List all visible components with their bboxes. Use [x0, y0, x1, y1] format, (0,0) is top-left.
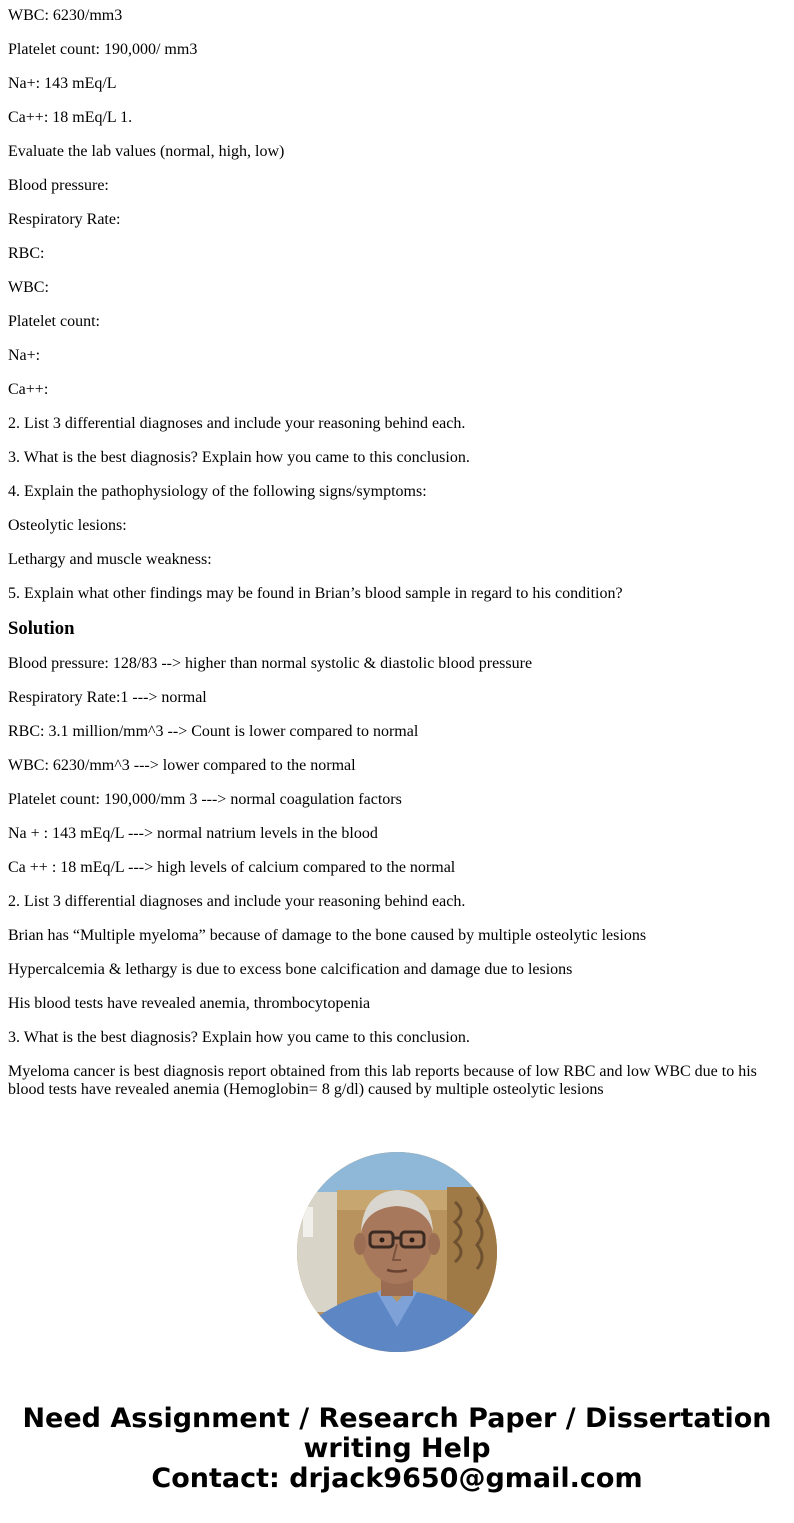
document-content: [8, 7, 778, 1115]
question-line: RBC:: [8, 245, 45, 262]
solution-line: Platelet count: 190,000/mm 3 ---> normal coagulation factors: [8, 791, 402, 808]
question-line: 2. List 3 differential diagnoses and include your reasoning behind each.: [8, 415, 466, 432]
question-line: WBC: 6230/mm3: [8, 7, 123, 24]
question-line: WBC:: [8, 279, 49, 296]
question-line: Evaluate the lab values (normal, high, low): [8, 143, 285, 160]
question-line: 5. Explain what other findings may be found in Brian’s blood sample in regard to his condition?: [8, 585, 623, 602]
solution-line: RBC: 3.1 million/mm^3 --> Count is lower compared to normal: [8, 723, 419, 740]
question-line: Respiratory Rate:: [8, 211, 121, 228]
solution-line: His blood tests have revealed anemia, thrombocytopenia: [8, 995, 371, 1012]
solution-heading: Solution: [8, 618, 75, 639]
promo-contact: Contact: drjack9650@gmail.com: [151, 1463, 643, 1494]
author-photo: [297, 1152, 497, 1352]
solution-line: 2. List 3 differential diagnoses and include your reasoning behind each.: [8, 893, 466, 910]
question-line: Na+:: [8, 347, 41, 364]
question-line: Blood pressure:: [8, 177, 109, 194]
portrait-image: [297, 1152, 497, 1352]
solution-line: 3. What is the best diagnosis? Explain how you came to this conclusion.: [8, 1029, 470, 1046]
solution-line: Blood pressure: 128/83 --> higher than normal systolic & diastolic blood pressure: [8, 655, 533, 672]
solution-line: Brian has “Multiple myeloma” because of damage to the bone caused by multiple osteolytic lesions: [8, 927, 647, 944]
question-line: Na+: 143 mEq/L: [8, 75, 117, 92]
solution-line: Hypercalcemia & lethargy is due to excess bone calcification and damage due to lesions: [8, 961, 573, 978]
question-line: Platelet count: 190,000/ mm3: [8, 41, 198, 58]
promo-banner: [0, 1404, 794, 1494]
solution-line: WBC: 6230/mm^3 ---> lower compared to the normal: [8, 757, 356, 774]
question-line: Ca++: 18 mEq/L 1.: [8, 109, 133, 126]
question-line: Lethargy and muscle weakness:: [8, 551, 212, 568]
solution-line: Respiratory Rate:1 ---> normal: [8, 689, 207, 706]
question-line: Ca++:: [8, 381, 49, 398]
question-line: 4. Explain the pathophysiology of the following signs/symptoms:: [8, 483, 427, 500]
solution-line: Ca ++ : 18 mEq/L ---> high levels of calcium compared to the normal: [8, 859, 456, 876]
question-line: Osteolytic lesions:: [8, 517, 127, 534]
question-line: Platelet count:: [8, 313, 100, 330]
solution-line: Myeloma cancer is best diagnosis report obtained from this lab reports because of low RBC and low WBC due to his blood tests have revealed anemia (Hemoglobin= 8 g/dl) caused by multiple osteolytic lesions: [8, 1063, 757, 1098]
promo-line-1: Need Assignment / Research Paper / Dissertation: [22, 1403, 772, 1434]
question-line: 3. What is the best diagnosis? Explain how you came to this conclusion.: [8, 449, 470, 466]
promo-line-2: writing Help: [303, 1433, 491, 1464]
solution-line: Na + : 143 mEq/L ---> normal natrium levels in the blood: [8, 825, 378, 842]
